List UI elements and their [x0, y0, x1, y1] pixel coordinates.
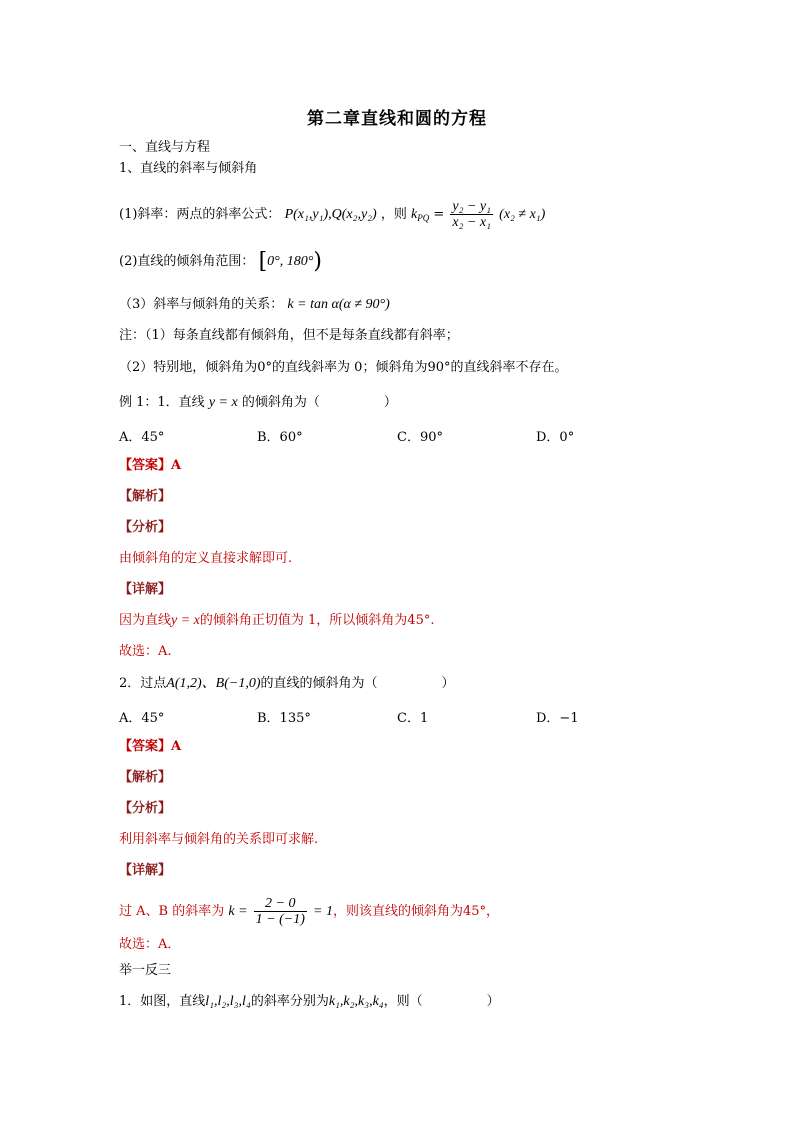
example1-option-a: A．45° [119, 430, 165, 445]
example2-answer-value: A [171, 739, 182, 754]
example2-analysis-label: 【解析】 [119, 770, 172, 785]
practice-q1-close: ） [486, 994, 500, 1009]
angle-range-label: (2)直线的倾斜角范围： [119, 254, 255, 269]
example1-detail-pre: 因为直线 [119, 613, 172, 628]
example2-detail-text [119, 896, 499, 927]
example2-option-d: D．−1 [536, 711, 579, 726]
relation-line [119, 296, 390, 314]
example1-answer [119, 457, 181, 475]
note-line-2: （2）特别地，倾斜角为0°的直线斜率为 0；倾斜角为90°的直线斜率不存在。 [119, 360, 568, 375]
example2-option-b: B．135° [257, 711, 311, 726]
example1-fenxi-text: 由倾斜角的定义直接求解即可. [119, 551, 293, 566]
fraction-denominator: x₂ − x₁ [452, 215, 492, 230]
practice-q1-slopes: k₁,k₂,k₃,k₄ [328, 994, 384, 1009]
example1-option-c: C．90° [397, 430, 443, 445]
example2-answer-label: 【答案】 [119, 739, 172, 754]
example2-fraction-numerator: 2 − 0 [254, 896, 307, 912]
example1-detail-equation: y = x [171, 613, 200, 628]
example2-option-a: A．45° [119, 711, 165, 726]
example1-analysis-label: 【解析】 [119, 489, 172, 504]
slope-fraction [450, 199, 493, 230]
example1-detail-label: 【详解】 [119, 582, 172, 597]
example2-detail-pre: 过 A、B 的斜率为 [119, 904, 225, 919]
example2-choose: 故选：A． [119, 937, 181, 952]
example2-k-symbol: k = [228, 904, 248, 919]
practice-question-1 [119, 993, 500, 1011]
example2-answer [119, 738, 181, 756]
example2-points: A(1,2)、B(−1,0) [166, 676, 261, 691]
fraction-numerator: y₂ − y₁ [452, 199, 492, 214]
example2-fraction-denominator: 1 − (−1) [255, 912, 305, 927]
example1-equation: y = x [208, 395, 238, 410]
practice-q1-mid: 的斜率分别为 [250, 994, 329, 1009]
example1-option-d: D．0° [536, 430, 575, 445]
example1-question [119, 394, 397, 412]
practice-heading: 举一反三 [119, 963, 172, 978]
example2-question-close: ） [441, 676, 455, 691]
example1-answer-value: A [171, 458, 182, 473]
practice-q1-post: ，则（ [383, 994, 423, 1009]
k-subscript: PQ [417, 213, 430, 223]
slope-condition: (x₂ ≠ x₁) [499, 207, 546, 222]
two-points: P(x₁,y₁),Q(x₂,y₂) [284, 207, 377, 222]
slope-formula-label: (1)斜率：两点的斜率公式： [119, 207, 281, 222]
slope-formula-line: (1)斜率：两点的斜率公式： P(x₁,y₁),Q(x₂,y₂) ，则 $k_{PQ}$ = $\frac{\text{y₂ − y₁}}{\text{x₂ − x₁}}$ (x₂ ≠ x₁) [119, 199, 546, 230]
example2-question-pre: 2．过点 [119, 676, 167, 691]
note-line-1: 注：（1）每条直线都有倾斜角，但不是每条直线都有斜率； [119, 328, 459, 343]
example2-detail-post: ，则该直线的倾斜角为45°， [332, 904, 500, 919]
example1-detail-text [119, 612, 434, 630]
example2-fenxi-label: 【分析】 [119, 801, 172, 816]
example1-option-b: B．60° [257, 430, 303, 445]
section-heading: 一、直线与方程 [119, 140, 211, 155]
example1-question-pre: 例 1：1．直线 [119, 395, 205, 410]
example1-detail-post: 的倾斜角正切值为 1，所以倾斜角为45°. [199, 613, 435, 628]
then-text: ，则 [380, 207, 407, 222]
example1-question-post: 的倾斜角为（ [241, 395, 320, 410]
example2-question-post: 的直线的倾斜角为（ [260, 676, 378, 691]
practice-q1-lines: l₁,l₂,l₃,l₄ [205, 994, 251, 1009]
example2-detail-label: 【详解】 [119, 863, 172, 878]
subsection-heading: 1、直线的斜率与倾斜角 [119, 161, 258, 176]
example2-fraction [254, 896, 307, 927]
example2-question [119, 675, 455, 693]
example2-equals-one: = 1 [313, 904, 333, 919]
example1-answer-label: 【答案】 [119, 458, 172, 473]
example2-option-c: C．1 [397, 711, 429, 726]
example1-question-close: ） [383, 395, 397, 410]
chapter-title: 第二章直线和圆的方程 [307, 109, 487, 129]
k-symbol: k [411, 207, 418, 222]
angle-range-value: 0°, 180° [267, 254, 314, 269]
practice-q1-pre: 1．如图，直线 [119, 994, 206, 1009]
example1-choose: 故选：A. [119, 644, 172, 659]
example1-fenxi-label: 【分析】 [119, 520, 172, 535]
angle-range-line: (2)直线的倾斜角范围： [0°, 180°) [119, 249, 322, 274]
relation-label: （3）斜率与倾斜角的关系： [119, 297, 284, 312]
relation-formula: k = tan α(α ≠ 90°) [287, 297, 390, 312]
example2-fenxi-text: 利用斜率与倾斜角的关系即可求解. [119, 832, 319, 847]
